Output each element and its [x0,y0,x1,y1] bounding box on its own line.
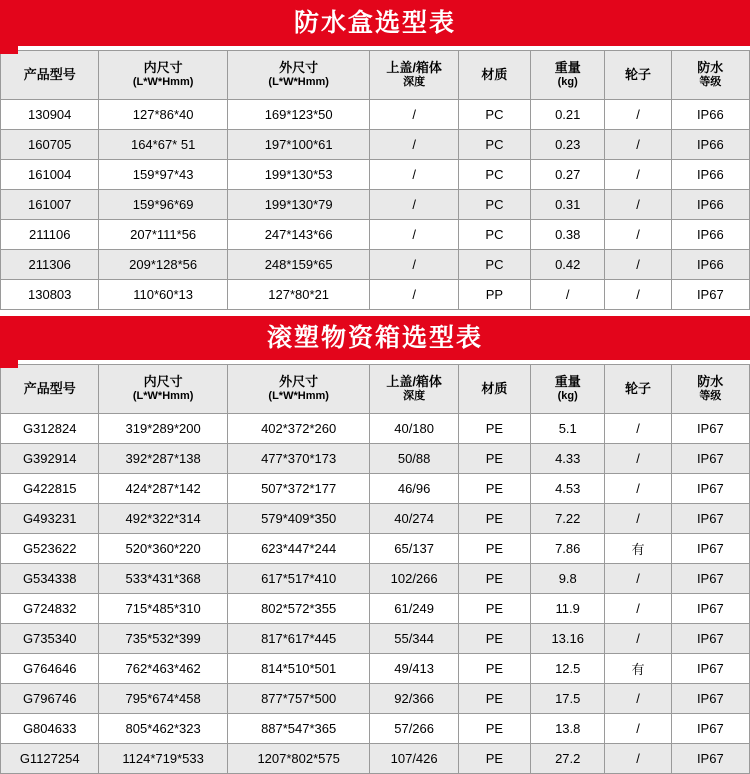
cell-weight: 5.1 [531,414,605,444]
cell-waterproof-grade: IP67 [671,444,749,474]
column-header-lid-body-depth: 上盖/箱体 深度 [370,365,458,414]
cell-weight: 0.23 [531,130,605,160]
cell-outer-size: 814*510*501 [227,654,370,684]
table-row [1,130,750,160]
cell-model: 161004 [1,160,99,190]
cell-waterproof-grade: IP67 [671,504,749,534]
cell-model: G735340 [1,624,99,654]
cell-model: G534338 [1,564,99,594]
cell-inner-size: 207*111*56 [99,220,228,250]
cell-wheels: / [605,744,671,774]
cell-model: G764646 [1,654,99,684]
column-header-waterproof-grade: 防水 等级 [671,51,749,100]
cell-lid-body-depth: 46/96 [370,474,458,504]
cell-inner-size: 164*67* 51 [99,130,228,160]
cell-model: G1127254 [1,744,99,774]
cell-waterproof-grade: IP67 [671,594,749,624]
cell-lid-body-depth: / [370,160,458,190]
cell-weight: 0.31 [531,190,605,220]
cell-weight: 9.8 [531,564,605,594]
table-wrap-2 [0,364,750,774]
table-row [1,744,750,774]
cell-lid-body-depth: / [370,220,458,250]
banner-notch-icon [0,360,18,368]
cell-model: G422815 [1,474,99,504]
cell-inner-size: 735*532*399 [99,624,228,654]
cell-wheels: / [605,624,671,654]
cell-outer-size: 127*80*21 [227,280,370,310]
cell-outer-size: 507*372*177 [227,474,370,504]
cell-inner-size: 110*60*13 [99,280,228,310]
cell-wheels: / [605,100,671,130]
column-header-lid-body-depth: 上盖/箱体 深度 [370,51,458,100]
cell-wheels: / [605,220,671,250]
cell-inner-size: 492*322*314 [99,504,228,534]
cell-inner-size: 319*289*200 [99,414,228,444]
cell-inner-size: 715*485*310 [99,594,228,624]
table-row [1,654,750,684]
table-row [1,594,750,624]
column-header-model: 产品型号 [1,51,99,100]
cell-outer-size: 169*123*50 [227,100,370,130]
cell-waterproof-grade: IP67 [671,474,749,504]
table-row [1,534,750,564]
cell-material: PC [458,100,530,130]
column-header-weight: 重量 (kg) [531,51,605,100]
column-header-material: 材质 [458,51,530,100]
table-row [1,160,750,190]
column-header-inner-size: 内尺寸 (L*W*Hmm) [99,51,228,100]
table-body-2 [1,414,750,774]
column-header-outer-size: 外尺寸 (L*W*Hmm) [227,51,370,100]
cell-waterproof-grade: IP67 [671,280,749,310]
cell-wheels: / [605,564,671,594]
cell-waterproof-grade: IP66 [671,250,749,280]
cell-outer-size: 887*547*365 [227,714,370,744]
cell-model: G804633 [1,714,99,744]
cell-weight: 11.9 [531,594,605,624]
cell-wheels: / [605,504,671,534]
table-wrap-1 [0,50,750,310]
cell-lid-body-depth: 40/274 [370,504,458,534]
cell-model: G724832 [1,594,99,624]
cell-inner-size: 424*287*142 [99,474,228,504]
cell-outer-size: 623*447*244 [227,534,370,564]
table-row [1,250,750,280]
cell-lid-body-depth: / [370,100,458,130]
cell-material: PC [458,250,530,280]
cell-wheels: 有 [605,534,671,564]
banner-notch-icon [0,46,18,54]
table-row [1,444,750,474]
cell-model: 211306 [1,250,99,280]
cell-inner-size: 805*462*323 [99,714,228,744]
cell-material: PE [458,744,530,774]
cell-material: PE [458,654,530,684]
cell-waterproof-grade: IP66 [671,130,749,160]
cell-weight: 0.38 [531,220,605,250]
cell-inner-size: 762*463*462 [99,654,228,684]
cell-lid-body-depth: / [370,130,458,160]
cell-lid-body-depth: 57/266 [370,714,458,744]
cell-outer-size: 402*372*260 [227,414,370,444]
rotomolded-case-table [0,364,750,774]
cell-inner-size: 1124*719*533 [99,744,228,774]
cell-inner-size: 392*287*138 [99,444,228,474]
cell-outer-size: 247*143*66 [227,220,370,250]
cell-outer-size: 199*130*79 [227,190,370,220]
cell-material: PE [458,414,530,444]
cell-wheels: / [605,130,671,160]
cell-weight: 7.86 [531,534,605,564]
cell-weight: 12.5 [531,654,605,684]
cell-model: G312824 [1,414,99,444]
cell-inner-size: 533*431*368 [99,564,228,594]
cell-inner-size: 127*86*40 [99,100,228,130]
cell-waterproof-grade: IP66 [671,160,749,190]
column-header-waterproof-grade: 防水 等级 [671,365,749,414]
table-row [1,504,750,534]
cell-lid-body-depth: 55/344 [370,624,458,654]
section-banner-1 [0,0,750,46]
cell-outer-size: 248*159*65 [227,250,370,280]
cell-model: 160705 [1,130,99,160]
cell-lid-body-depth: 50/88 [370,444,458,474]
cell-model: 211106 [1,220,99,250]
cell-material: PE [458,684,530,714]
cell-waterproof-grade: IP67 [671,564,749,594]
cell-weight: 17.5 [531,684,605,714]
cell-outer-size: 477*370*173 [227,444,370,474]
column-header-material: 材质 [458,365,530,414]
section-title-1: 防水盒选型表 [293,8,456,37]
cell-waterproof-grade: IP67 [671,624,749,654]
cell-wheels: / [605,280,671,310]
table-row [1,414,750,444]
table-row [1,564,750,594]
cell-weight: / [531,280,605,310]
cell-outer-size: 817*617*445 [227,624,370,654]
cell-lid-body-depth: 40/180 [370,414,458,444]
cell-inner-size: 159*96*69 [99,190,228,220]
cell-waterproof-grade: IP67 [671,744,749,774]
column-header-outer-size: 外尺寸 (L*W*Hmm) [227,365,370,414]
table-row [1,714,750,744]
column-header-wheels: 轮子 [605,51,671,100]
table-row [1,100,750,130]
cell-weight: 13.8 [531,714,605,744]
table-row [1,190,750,220]
cell-wheels: / [605,250,671,280]
cell-waterproof-grade: IP67 [671,684,749,714]
cell-weight: 4.53 [531,474,605,504]
cell-lid-body-depth: / [370,190,458,220]
cell-material: PE [458,504,530,534]
cell-inner-size: 209*128*56 [99,250,228,280]
cell-model: G392914 [1,444,99,474]
section-banner-2 [0,316,750,360]
cell-lid-body-depth: / [370,280,458,310]
cell-wheels: / [605,594,671,624]
cell-waterproof-grade: IP67 [671,654,749,684]
cell-weight: 0.27 [531,160,605,190]
table-header-row [1,51,750,100]
cell-material: PE [458,564,530,594]
cell-outer-size: 877*757*500 [227,684,370,714]
table-row [1,474,750,504]
table-header-row [1,365,750,414]
cell-waterproof-grade: IP67 [671,714,749,744]
cell-wheels: / [605,190,671,220]
cell-outer-size: 802*572*355 [227,594,370,624]
cell-weight: 7.22 [531,504,605,534]
cell-lid-body-depth: 107/426 [370,744,458,774]
cell-wheels: / [605,160,671,190]
cell-wheels: / [605,684,671,714]
cell-inner-size: 159*97*43 [99,160,228,190]
waterproof-box-table [0,50,750,310]
cell-lid-body-depth: 61/249 [370,594,458,624]
cell-model: 130803 [1,280,99,310]
cell-material: PC [458,220,530,250]
cell-material: PE [458,594,530,624]
cell-lid-body-depth: 65/137 [370,534,458,564]
cell-lid-body-depth: 49/413 [370,654,458,684]
cell-lid-body-depth: 92/366 [370,684,458,714]
table-row [1,220,750,250]
table-body-1 [1,100,750,310]
cell-wheels: / [605,444,671,474]
cell-model: G523622 [1,534,99,564]
table-row [1,624,750,654]
cell-material: PC [458,130,530,160]
cell-model: G493231 [1,504,99,534]
cell-waterproof-grade: IP67 [671,534,749,564]
cell-waterproof-grade: IP66 [671,100,749,130]
cell-weight: 4.33 [531,444,605,474]
cell-model: G796746 [1,684,99,714]
cell-material: PE [458,534,530,564]
cell-outer-size: 199*130*53 [227,160,370,190]
cell-wheels: / [605,474,671,504]
cell-waterproof-grade: IP66 [671,190,749,220]
cell-lid-body-depth: 102/266 [370,564,458,594]
column-header-weight: 重量 (kg) [531,365,605,414]
column-header-inner-size: 内尺寸 (L*W*Hmm) [99,365,228,414]
table-row [1,684,750,714]
cell-waterproof-grade: IP67 [671,414,749,444]
cell-outer-size: 1207*802*575 [227,744,370,774]
cell-model: 130904 [1,100,99,130]
cell-outer-size: 617*517*410 [227,564,370,594]
cell-weight: 0.21 [531,100,605,130]
cell-weight: 0.42 [531,250,605,280]
cell-material: PE [458,444,530,474]
column-header-wheels: 轮子 [605,365,671,414]
cell-wheels: 有 [605,654,671,684]
cell-waterproof-grade: IP66 [671,220,749,250]
cell-material: PE [458,624,530,654]
cell-inner-size: 520*360*220 [99,534,228,564]
cell-inner-size: 795*674*458 [99,684,228,714]
cell-material: PC [458,190,530,220]
cell-model: 161007 [1,190,99,220]
cell-wheels: / [605,714,671,744]
cell-material: PE [458,474,530,504]
cell-weight: 27.2 [531,744,605,774]
cell-material: PP [458,280,530,310]
cell-outer-size: 197*100*61 [227,130,370,160]
cell-material: PC [458,160,530,190]
cell-outer-size: 579*409*350 [227,504,370,534]
cell-material: PE [458,714,530,744]
table-row [1,280,750,310]
cell-lid-body-depth: / [370,250,458,280]
cell-wheels: / [605,414,671,444]
column-header-model: 产品型号 [1,365,99,414]
cell-weight: 13.16 [531,624,605,654]
section-title-2: 滚塑物资箱选型表 [266,323,483,352]
